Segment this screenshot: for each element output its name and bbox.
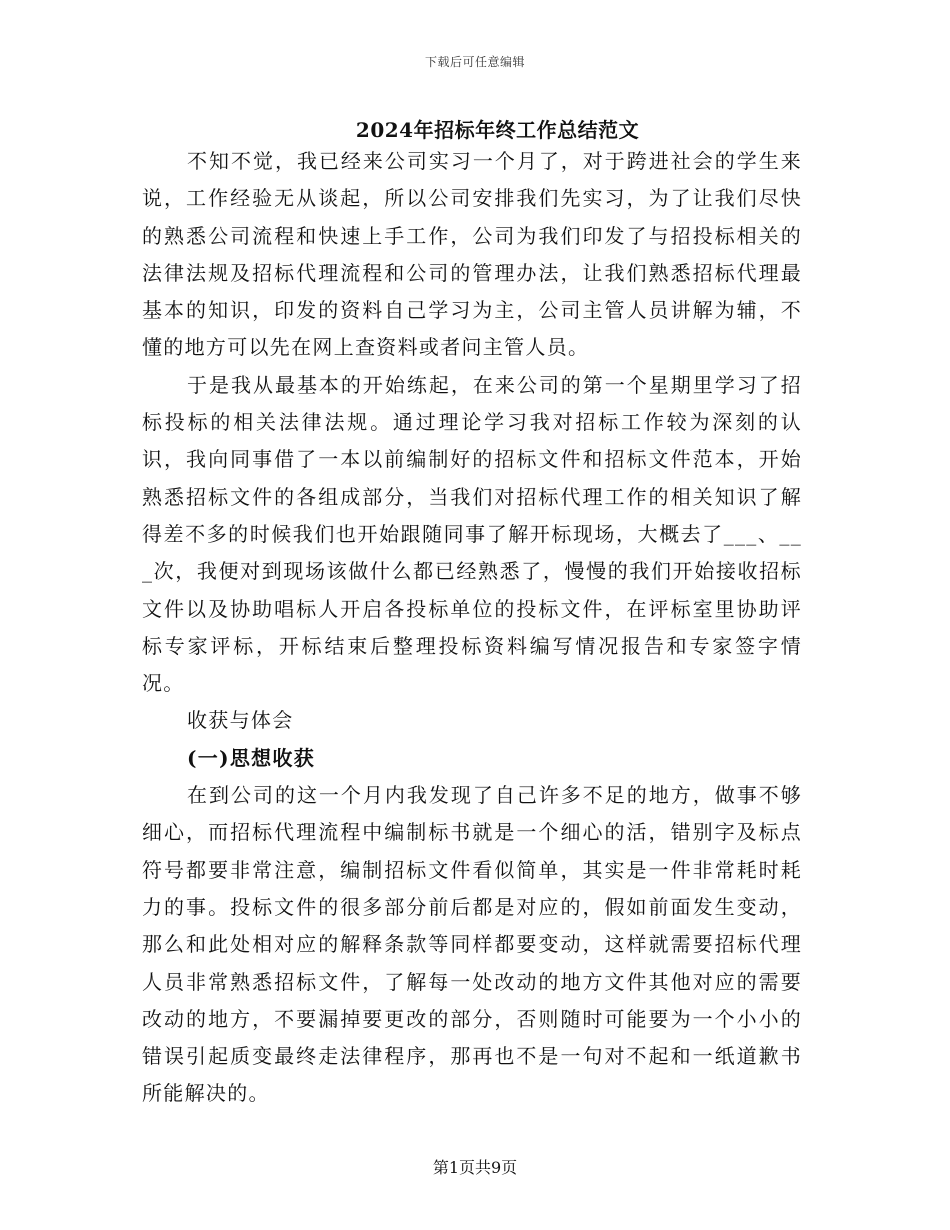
header-note: 下载后可任意编辑	[424, 55, 525, 69]
page-footer: 第1页共9页	[432, 1158, 518, 1177]
section-heading: 收获与体会	[187, 708, 294, 733]
body-paragraph-1: 不知不觉，我已经来公司实习一个月了，对于跨进社会的学生来说，工作经验无从谈起，所以公司安排我们先实习，为了让我们尽快的熟悉公司流程和快速上手工作，公司为我们印发了与招投标相关的法律法规及招标代理流程和公司的管理办法，让我们熟悉招标代理最基本的知识，印发的资料自己学习为主，公司主管人员讲解为辅，不懂的地方可以先在网上查资料或者问主管人员。	[142, 149, 802, 360]
body-paragraph-3: 在到公司的这一个月内我发现了自己许多不足的地方，做事不够细心，而招标代理流程中编制标书就是一个细心的活，错别字及标点符号都要非常注意，编制招标文件看似简单，其实是一件非常耗时耗力的事。投标文件的很多部分前后都是对应的，假如前面发生变动，那么和此处相对应的解释条款等同样都要变动，这样就需要招标代理人员非常熟悉招标文件，了解每一处改动的地方文件其他对应的需要改动的地方，不要漏掉要更改的部分，否则随时可能要为一个小小的错误引起质变最终走法律程序，那再也不是一句对不起和一纸道歉书所能解决的。	[142, 783, 802, 1106]
document-body	[142, 143, 802, 1113]
document-title: 2024年招标年终工作总结范文	[355, 118, 640, 142]
subsection-heading: (一)思想收获	[187, 745, 316, 770]
body-paragraph-2: 于是我从最基本的开始练起，在来公司的第一个星期里学习了招标投标的相关法律法规。通过理论学习我对招标工作较为深刻的认识，我向同事借了一本以前编制好的招标文件和招标文件范本，开始熟悉招标文件的各组成部分，当我们对招标代理工作的相关知识了解得差不多的时候我们也开始跟随同事了解开标现场，大概去了___、___次，我便对到现场该做什么都已经熟悉了，慢慢的我们开始接收招标文件以及协助唱标人开启各投标单位的投标文件，在评标室里协助评标专家评标，开标结束后整理投标资料编写情况报告和专家签字情况。	[142, 372, 802, 696]
